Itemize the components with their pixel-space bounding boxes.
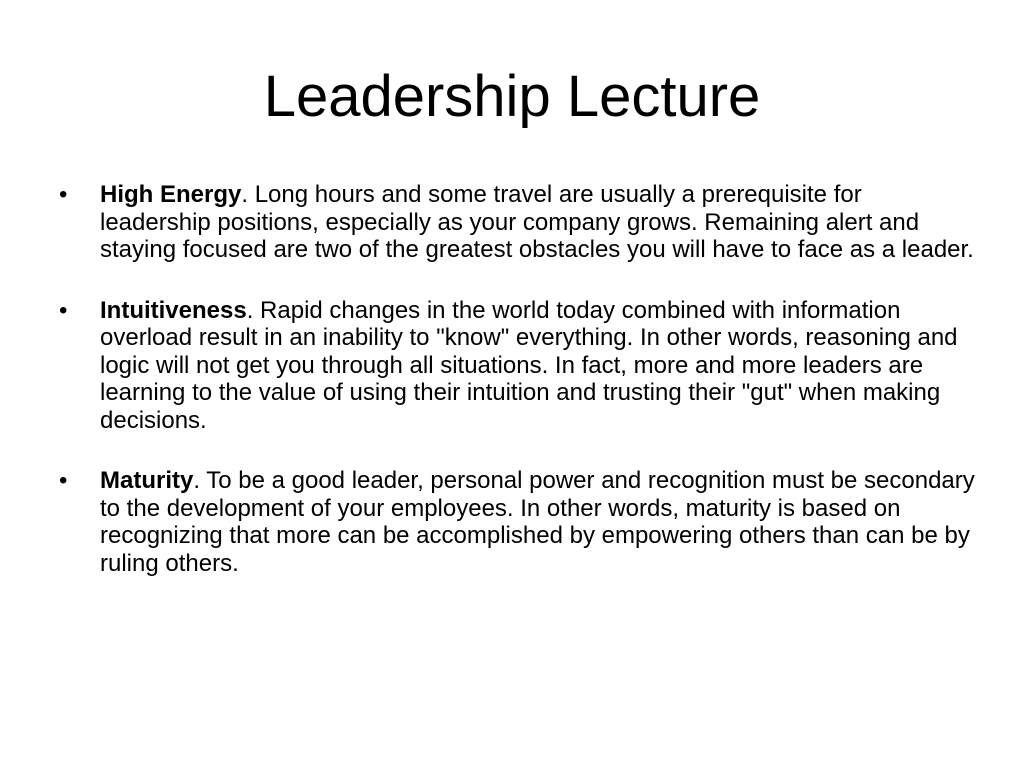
bullet-text: . Rapid changes in the world today combined with information overload result in an inability to "know" everything. In other words, reasoning and logic will not get you through all situations. In fact, more and more leaders are learning to the value of using their intuition and trusting their "gut" when making decisions.	[100, 296, 958, 434]
bullet-list	[56, 181, 976, 610]
bullet-text: . To be a good leader, personal power and recognition must be secondary to the development of your employees. In other words, maturity is based on recognizing that more can be accomplished by empowering others than can be by ruling others.	[100, 467, 975, 577]
bullet-marker: •	[59, 296, 68, 324]
bullet-term: High Energy	[100, 181, 242, 208]
bullet-marker: •	[59, 181, 68, 208]
slide-title: Leadership Lecture	[263, 64, 761, 129]
bullet-item-high-energy	[56, 181, 976, 264]
bullet-item-maturity	[56, 467, 976, 577]
bullet-text: . Long hours and some travel are usually a prerequisite for leadership positions, especially as your company grows. Remaining alert and staying focused are two of the greatest obstacles you will have to face as a leader.	[100, 181, 974, 263]
bullet-marker: •	[59, 467, 68, 494]
bullet-term: Maturity	[100, 467, 194, 494]
bullet-term: Intuitiveness	[100, 296, 247, 324]
bullet-item-intuitiveness	[56, 297, 976, 435]
